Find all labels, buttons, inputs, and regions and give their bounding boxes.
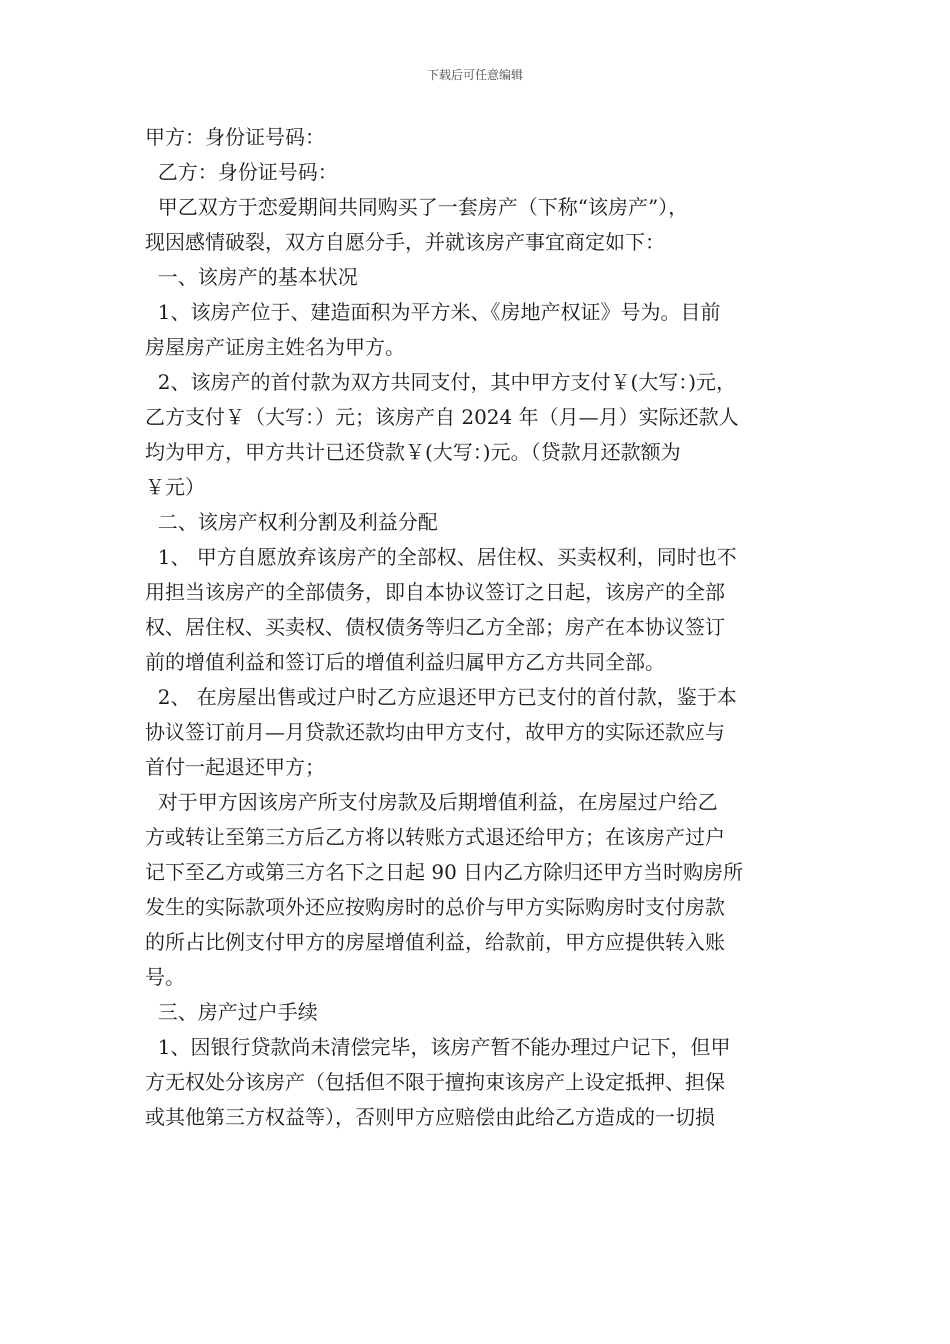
text-line: 号。 [145,965,185,989]
text-line: 权、居住权、买卖权、债权债务等归乙方全部；房产在本协议签订 [145,615,725,639]
text-line: 1、该房产位于、建造面积为平方米、《房地产权证》号为。目前 [145,300,721,324]
text-line: 现因感情破裂，双方自愿分手，并就该房产事宜商定如下： [145,230,665,254]
text-line: 乙方：身份证号码： [145,160,338,184]
text-line: 1、因银行贷款尚未清偿完毕，该房产暂不能办理过户记下，但甲 [145,1035,731,1059]
text-line: 方无权处分该房产（包括但不限于擅拘束该房产上设定抵押、担保 [145,1070,725,1094]
text-line: 房屋房产证房主姓名为甲方。 [145,335,405,359]
text-line: 前的增值利益和签订后的增值利益归属甲方乙方共同全部。 [145,650,665,674]
text-line: 方或转让至第三方后乙方将以转账方式退还给甲方；在该房产过户 [145,825,725,849]
text-line: 2、该房产的首付款为双方共同支付，其中甲方支付￥(大写：)元， [145,370,737,394]
text-line: 的所占比例支付甲方的房屋增值利益，给款前，甲方应提供转入账 [145,930,725,954]
text-line: 1、 甲方自愿放弃该房产的全部权、居住权、买卖权利，同时也不 [145,545,737,569]
text-line: 2、 在房屋出售或过户时乙方应退还甲方已支付的首付款，鉴于本 [145,685,737,709]
section-heading: 二、该房产权利分割及利益分配 [145,510,438,534]
section-heading: 一、该房产的基本状况 [145,265,358,289]
text-line: 甲方：身份证号码： [145,125,325,149]
text-line: 乙方支付￥（大写：）元；该房产自 2024 年（月—月）实际还款人 [145,405,739,429]
text-line: 用担当该房产的全部债务，即自本协议签订之日起，该房产的全部 [145,580,725,604]
document-body [145,120,810,1135]
text-line: 甲乙双方于恋爱期间共同购买了一套房产（下称“该房产”）， [145,195,689,219]
text-line: 首付一起退还甲方； [145,755,325,779]
text-line: 协议签订前月—月贷款还款均由甲方支付，故甲方的实际还款应与 [145,720,725,744]
section-heading: 三、房产过户手续 [145,1000,318,1024]
text-line: ￥元） [145,475,205,499]
text-line: 记下至乙方或第三方名下之日起 90 日内乙方除归还甲方当时购房所 [145,860,744,884]
text-line: 均为甲方，甲方共计已还贷款￥(大写：)元。（贷款月还款额为 [145,440,681,464]
text-line: 发生的实际款项外还应按购房时的总价与甲方实际购房时支付房款 [145,895,725,919]
text-line: 对于甲方因该房产所支付房款及后期增值利益，在房屋过户给乙 [145,790,718,814]
text-line: 或其他第三方权益等），否则甲方应赔偿由此给乙方造成的一切损 [145,1105,715,1129]
page-header-note: 下载后可任意编辑 [426,68,523,82]
